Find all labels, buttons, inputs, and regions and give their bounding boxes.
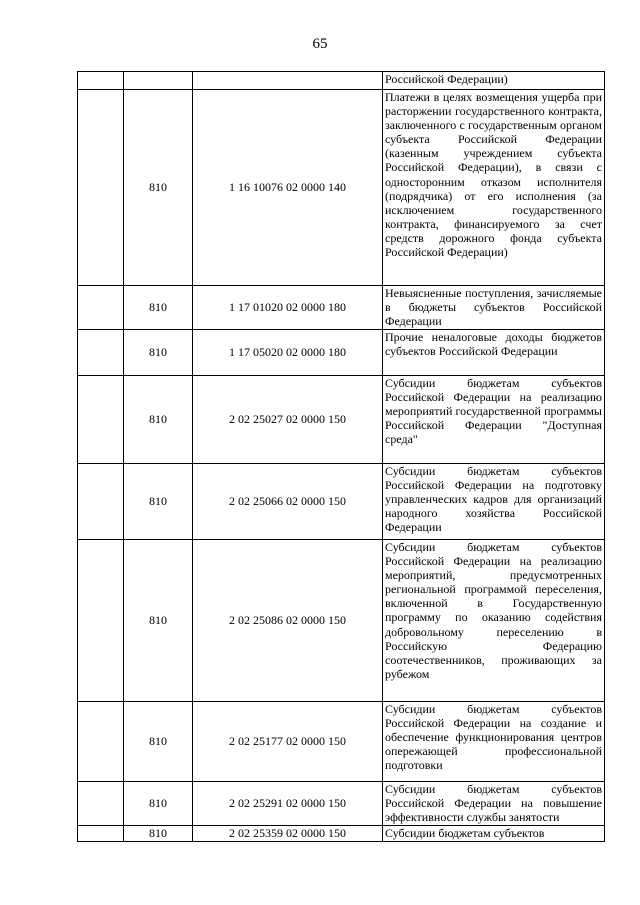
budget-code-cell: 2 02 25086 02 0000 150 [193,540,383,702]
description-cell: Прочие неналоговые доходы бюджетов субъектов Российской Федерации [383,330,605,376]
table-row [78,782,605,826]
budget-code-cell: 2 02 25027 02 0000 150 [193,376,383,464]
admin-code-cell: 810 [124,826,193,842]
admin-code-cell: 810 [124,540,193,702]
empty-cell [78,702,124,782]
budget-code-cell [193,72,383,90]
table-row [78,72,605,90]
description-cell: Субсидии бюджетам субъектов Российской Федерации на подготовку управленческих кадров для организаций народного хозяйства Российской Федерации [383,464,605,540]
budget-code-cell: 1 17 01020 02 0000 180 [193,286,383,330]
empty-cell [78,826,124,842]
budget-classification-table [77,71,605,842]
description-cell: Субсидии бюджетам субъектов Российской Федерации на реализацию мероприятий государственной программы Российской Федерации "Доступная среда" [383,376,605,464]
description-cell: Невыясненные поступления, зачисляемые в бюджеты субъектов Российской Федерации [383,286,605,330]
budget-code-cell: 2 02 25066 02 0000 150 [193,464,383,540]
table-row [78,702,605,782]
description-cell: Субсидии бюджетам субъектов Российской Федерации на создание и обеспечение функционирования центров опережающей профессиональной подготовки [383,702,605,782]
table-row [78,826,605,842]
admin-code-cell: 810 [124,90,193,286]
empty-cell [78,330,124,376]
page-number: 65 [312,36,328,52]
empty-cell [78,90,124,286]
admin-code-cell: 810 [124,330,193,376]
admin-code-cell: 810 [124,286,193,330]
admin-code-cell: 810 [124,464,193,540]
description-cell: Субсидии бюджетам субъектов [383,826,605,842]
budget-code-cell: 2 02 25359 02 0000 150 [193,826,383,842]
budget-code-cell: 1 17 05020 02 0000 180 [193,330,383,376]
empty-cell [78,286,124,330]
empty-cell [78,376,124,464]
table-row [78,540,605,702]
empty-cell [78,540,124,702]
budget-code-cell: 2 02 25177 02 0000 150 [193,702,383,782]
admin-code-cell [124,72,193,90]
table-row [78,286,605,330]
description-cell: Российской Федерации) [383,72,605,90]
empty-cell [78,72,124,90]
admin-code-cell: 810 [124,702,193,782]
empty-cell [78,464,124,540]
table-row [78,376,605,464]
description-cell: Субсидии бюджетам субъектов Российской Федерации на повышение эффективности службы занятости [383,782,605,826]
empty-cell [78,782,124,826]
description-cell: Субсидии бюджетам субъектов Российской Федерации на реализацию мероприятий, предусмотренных региональной программой переселения, включенной в Государственную программу по оказанию содействия добровольному переселению в Российскую Федерацию соотечественников, проживающих за рубежом [383,540,605,702]
table-row [78,90,605,286]
table-row [78,330,605,376]
table-row [78,464,605,540]
admin-code-cell: 810 [124,782,193,826]
description-cell: Платежи в целях возмещения ущерба при расторжении государственного контракта, заключенного с государственным органом субъекта Российской Федерации (казенным учреждением субъекта Российской Федерации), в связи с односторонним отказом исполнителя (подрядчика) от его исполнения (за исключением государственного контракта, финансируемого за счет средств дорожного фонда субъекта Российской Федерации) [383,90,605,286]
budget-code-cell: 1 16 10076 02 0000 140 [193,90,383,286]
admin-code-cell: 810 [124,376,193,464]
budget-code-cell: 2 02 25291 02 0000 150 [193,782,383,826]
